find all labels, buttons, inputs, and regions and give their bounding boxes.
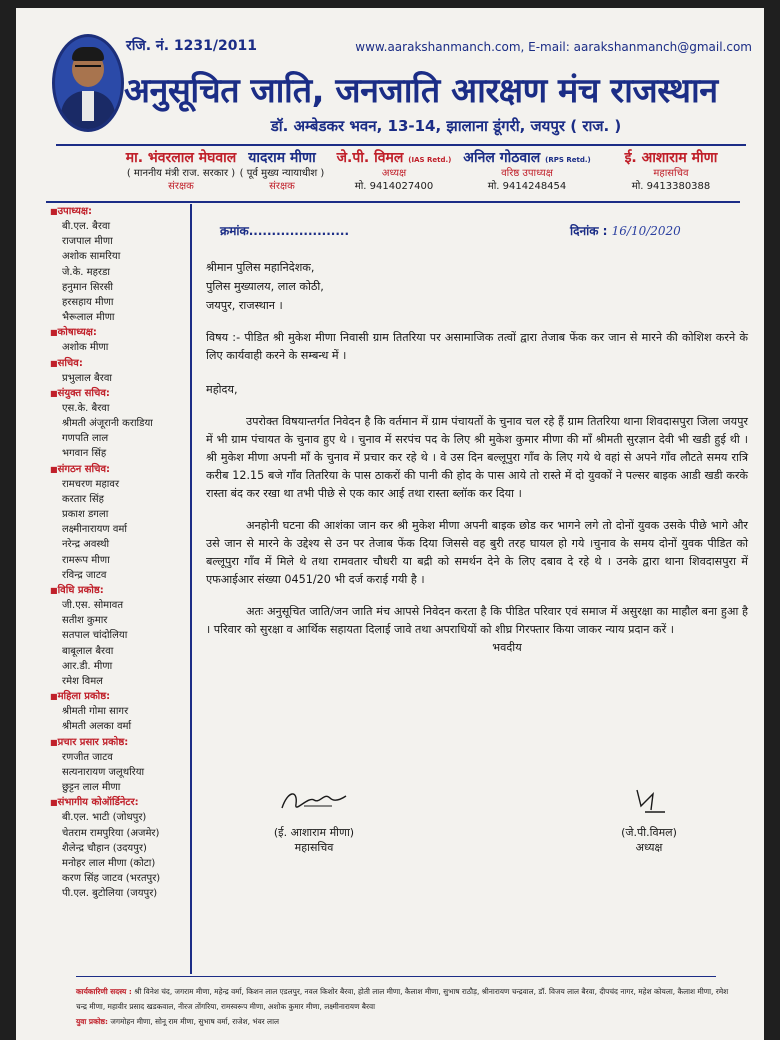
member-name: लक्ष्मीनारायण वर्मा: [62, 524, 127, 536]
member-name: रामरूप मीणा: [62, 554, 110, 566]
footer-divider: [76, 976, 716, 977]
member-name: सतीश कुमार: [62, 615, 108, 627]
section-heading: ■ संयुक्त सचिव:: [50, 386, 190, 401]
member-name: भैरूलाल मीणा: [62, 312, 115, 324]
youth-members: जगमोहन मीणा, सोनू राम मीणा, सुभाष वर्मा, राजेश, भंवर लाल: [110, 1017, 279, 1026]
officer-vice-president: अनिल गोठवाल (RPS Retd.) वरिष्ठ उपाध्यक्ष मो. 9414248454: [463, 150, 591, 192]
member-name: रामचरण महावर: [62, 478, 120, 490]
sidebar-section: [50, 795, 190, 901]
registration-number: रजि. नं. 1231/2011: [126, 38, 257, 54]
member-name: बी.एल. भाटी (जोधपुर): [62, 812, 147, 824]
footer-members: [76, 984, 736, 1029]
member-name: जी.एस. सोमावत: [62, 600, 124, 612]
paragraph: उपरोक्त विषयान्तर्गत निवेदन है कि वर्तमान में ग्राम पंचायतों के चुनाव चल रहे हैं ग्राम तितरिया थाना शिवदासपुरा जिला जयपुर में भी ग्राम पंचायत के चुनाव हुए थे । चुनाव में सरपंच पद के लिए श्री मुकेश कुमार मीणा की माँ श्रीमती सुरज्ञान देवी भी खडी हुई थी । श्री मुकेश मीणा अपनी माँ के चुनाव में प्रचार कर रहे थे । वे उस दिन बल्लूपुरा गाँव के लिए गये थे वहां से अपने गाँव लौटते समय रात्रि करीब 12.15 बजे गाँव तितरिया के पास ठाकरों की पानी की होद के पास आये तो रास्ते में दो युवकों ने पल्सर बाइक आडी खडी करके रास्ता बंद कर रखा था तभी पीछे से एक कार आई तथा रास्ता ब्लॉक कर दिया ।: [206, 415, 748, 500]
member-name: चेतराम रामपुरिया (अजमेर): [62, 827, 160, 839]
sidebar-section: [50, 356, 190, 386]
member-name: श्रीमती अंजूरानी कराडिया: [62, 418, 153, 430]
sidebar-section: [50, 386, 190, 462]
officer-name: मा. भंवरलाल मेघवाल: [125, 150, 237, 166]
youth-label: युवा प्रकोष्ठ:: [76, 1017, 108, 1026]
member-name: करतार सिंह: [62, 493, 104, 505]
paragraph: अनहोनी घटना की आशंका जान कर श्री मुकेश मीणा अपनी बाइक छोड कर भागने लगे तो दोनों युवक उसके पीछे भागे और उसे जान से मारने के उद्देश्य से उन पर तेजाब फेंक दिया जिससे वह बुरी तरह घायल हो गये ।चुनाव के समय दोनों युवक पीडित को बल्लूपुरा गाँव में मिले थे तथा रामवतार चौधरी या बद्री को समर्थन देने के लिए दबाव दे रहे थे । उनके द्वारा थाना शिवदासपुरा में एफआईआर संख्या 0451/20 भी दर्ज कराई गयी है ।: [206, 519, 748, 586]
paragraph: अतः अनुसूचित जाति/जन जाति मंच आपसे निवेदन करता है कि पीडित परिवार एवं समाज में असुरक्षा का माहौल बना हुआ है । परिवार को सुरक्षा व आर्थिक सहायता दिलाई जावे तथा अपराधियों को शीघ्र गिरफ्तार किया जाकर न्याय प्रदान करें ।: [206, 605, 748, 636]
member-name: मनोहर लाल मीणा (कोटा): [62, 857, 156, 869]
ambedkar-portrait-logo: [52, 34, 124, 132]
sidebar-section: [50, 462, 190, 583]
letter-body: [206, 258, 748, 657]
section-heading: ■ प्रचार प्रसार प्रकोष्ठ:: [50, 735, 190, 750]
letter-subject: विषय :- पीडित श्री मुकेश मीणा निवासी ग्राम तितरिया पर असामाजिक तत्वों द्वारा तेजाब फेंक कर जान से मारने की कोशिश करने के लिए कार्यवाही करने के सम्बन्ध में ।: [206, 331, 748, 362]
addressee-block: श्रीमान पुलिस महानिदेशक, पुलिस मुख्यालय, लाल कोठी, जयपुर, राजस्थान ।: [206, 261, 324, 312]
section-heading: ■ उपाध्यक्ष:: [50, 204, 190, 219]
organization-address: डॉ. अम्बेडकर भवन, 13-14, झालाना डूंगरी, जयपुर ( राज. ): [270, 117, 622, 135]
website-email: www.aarakshanmanch.com, E-mail: aarakshanmanch@gmail.com: [355, 40, 752, 54]
member-name: गणपति लाल: [62, 433, 109, 445]
officers-divider: [46, 201, 740, 203]
member-name: आर.डी. मीणा: [62, 660, 113, 672]
member-name: एस.के. बैरवा: [62, 402, 110, 414]
member-name: अशोक मीणा: [62, 342, 109, 354]
member-name: रणजीत जाटव: [62, 751, 113, 763]
sidebar-section: [50, 325, 190, 355]
section-heading: ■ कोषाध्यक्ष:: [50, 325, 190, 340]
member-name: सत्यनारायण जलूथरिया: [62, 766, 145, 778]
member-name: करण सिंह जाटव (भरतपुर): [62, 873, 161, 885]
handwritten-signature-left: [274, 786, 354, 818]
officer-patron-1: मा. भंवरलाल मेघवाल ( माननीय मंत्री राज. सरकार ) संरक्षक: [116, 148, 246, 193]
member-name: प्रकाश डगला: [62, 509, 109, 521]
letter-sheet: [16, 8, 764, 1040]
executive-members: श्री विनेश चंद, जगराम मीणा, महेन्द्र वर्मा, किशन लाल एडलपुर, नवल किशोर बैरवा, होती लाल मीणा, कैलाश मीणा, सुभाष राठौड़, श्रीनारायण चन्द्रवाल, डॉ. विजय लाल बैरवा, दीपचंद नागर, महेश कोयला, कैलाश मीणा, रमेश चन्द्र मीणा, महावीर प्रसाद खडकवाल, नीरज तोंगरिया, रामस्वरूप मीणा, अशोक कुमार मीणा, लक्ष्मीनारायण बैरवा: [76, 987, 729, 1011]
member-name: रविन्द्र जाटव: [62, 569, 107, 581]
officer-patron-2: यादराम मीणा ( पूर्व मुख्य न्यायाधीश ) संरक्षक: [222, 148, 342, 193]
member-name: छुट्टन लाल मीणा: [62, 782, 121, 794]
sidebar-section: [50, 583, 190, 689]
section-heading: ■ महिला प्रकोष्ठ:: [50, 689, 190, 704]
sidebar-section: [50, 735, 190, 796]
member-name: भगवान सिंह: [62, 448, 107, 460]
member-name: बी.एल. बैरवा: [62, 221, 111, 232]
handwritten-signature-right: [619, 786, 679, 818]
member-name: शैलेन्द्र चौहान (उदयपुर): [62, 842, 147, 854]
section-heading: ■ संभागीय कोऑर्डिनेटर:: [50, 795, 190, 810]
salutation: महोदय,: [206, 383, 238, 396]
reference-number: क्रमांक......................: [220, 224, 350, 238]
members-sidebar: [50, 204, 192, 974]
member-name: बाबूलाल बैरवा: [62, 645, 114, 657]
member-name: सतपाल चांदोलिया: [62, 630, 128, 642]
officer-name: जे.पी. विमल: [336, 150, 404, 166]
closing: भवदीय: [492, 641, 522, 654]
officer-name: यादराम मीणा: [248, 150, 316, 166]
member-name: राजपाल मीणा: [62, 236, 113, 248]
signature-president: (जे.पी.विमल) अध्यक्ष: [594, 786, 704, 855]
section-heading: ■ विधि प्रकोष्ठ:: [50, 583, 190, 598]
member-name: प्रभुलाल बैरवा: [62, 372, 112, 384]
member-name: नरेन्द्र अवस्थी: [62, 539, 110, 551]
officer-general-secretary: ई. आशाराम मीणा महासचिव मो. 9413380388: [606, 148, 736, 193]
sidebar-section: [50, 204, 190, 325]
member-name: हरसहाय मीणा: [62, 297, 114, 309]
member-name: श्रीमती गोमा सागर: [62, 706, 129, 718]
section-heading: ■ संगठन सचिव:: [50, 462, 190, 477]
executive-label: कार्यकारिणी सदस्य :: [76, 987, 132, 996]
signature-general-secretary: (ई. आशाराम मीणा) महासचिव: [254, 786, 374, 855]
header-divider: [56, 144, 746, 146]
member-name: अशोक सामरिया: [62, 251, 121, 263]
officer-name: ई. आशाराम मीणा: [624, 150, 718, 166]
handwritten-date: 16/10/2020: [611, 224, 681, 238]
member-name: हनुमान सिरसी: [62, 281, 113, 293]
sidebar-section: [50, 689, 190, 734]
officer-president: जे.पी. विमल (IAS Retd.) अध्यक्ष मो. 9414027400: [336, 150, 452, 192]
member-name: जे.के. महरडा: [62, 266, 110, 278]
section-heading: ■ सचिव:: [50, 356, 190, 371]
organization-name: अनुसूचित जाति, जनजाति आरक्षण मंच राजस्थान: [124, 71, 718, 111]
member-name: रमेश विमल: [62, 676, 103, 688]
member-name: पी.एल. बुटोलिया (जयपुर): [62, 888, 158, 900]
officer-name: अनिल गोठवाल: [463, 150, 541, 166]
letter-date: दिनांक : 16/10/2020: [570, 224, 681, 238]
member-name: श्रीमती अलका वर्मा: [62, 721, 132, 733]
